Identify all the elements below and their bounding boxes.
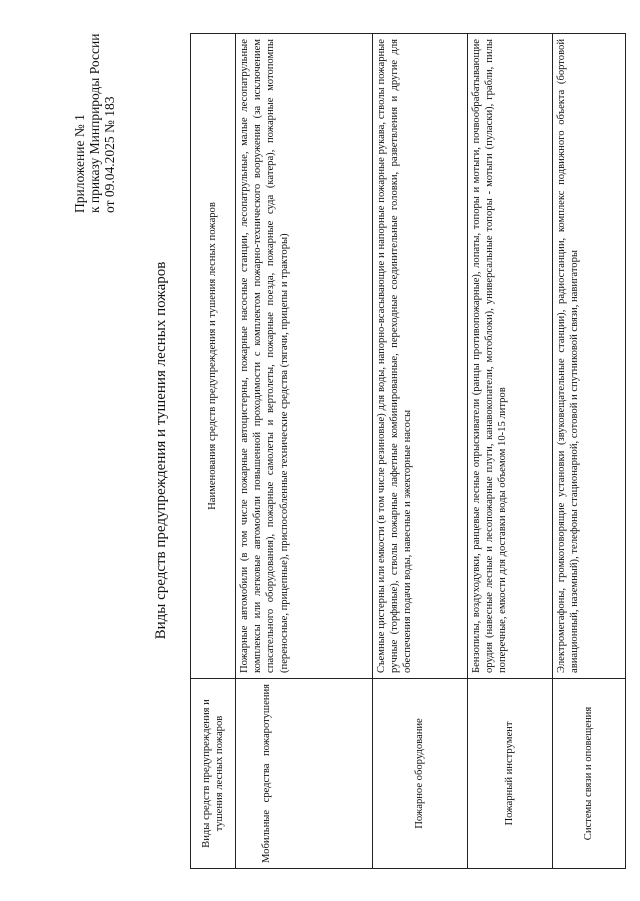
row-type-equipment: Пожарное оборудование [373, 679, 468, 869]
row-type-mobile: Мобильные средства пожаротушения [236, 679, 373, 869]
row-desc-mobile: Пожарные автомобили (в том числе пожарные автоцистерны, пожарные насосные станции, лесопатрульные, малые лесопатрульные комплексы или легковые автомобили повышенной проходимости с комплектом пожарно-технического вооружения (за исключением спасательного оборудования), пожарные самолеты и вертолеты, пожарные поезда, пожарные суда (катера), пожарные мотопомпы (переносные, прицепные), приспособленные технические средства (тягачи, прицепы и тракторы) [236, 34, 373, 679]
table-row [553, 34, 626, 869]
table-row [236, 34, 373, 869]
row-desc-tools: Бензопилы, воздуходувки, ранцевые лесные опрыскиватели (ранцы противопожарные), лопаты, топоры и мотыги, почвообрабатывающие орудия (навесные лесные и лесопожарные плуги, канавокопатели, мотоблоки), универсальные топоры - мотыги (пуласки), грабли, пилы поперечные, емкости для доставки воды объемом 10-15 литров [468, 34, 553, 679]
row-type-communication: Системы связи и оповещения [553, 679, 626, 869]
document-title: Виды средств предупреждения и тушения лесных пожаров [153, 261, 169, 640]
appendix-header [72, 23, 117, 213]
row-type-tools: Пожарный инструмент [468, 679, 553, 869]
column-header-type: Виды средств предупреждения и тушения лесных пожаров [191, 679, 236, 869]
order-reference: к приказу Минприроды России [87, 33, 102, 213]
table-row [468, 34, 553, 869]
table-header-row [191, 34, 236, 869]
appendix-number: Приложение № 1 [72, 114, 87, 213]
table-row [373, 34, 468, 869]
row-desc-communication: Электромегафоны, громкоговорящие установки (звуковещательные станции), радиостанции, комплекс подвижного объекта (бортовой авиационный, наземный), телефоны стационарной, сотовой и спутниковой связи, навигаторы [553, 34, 626, 679]
row-desc-equipment: Съемные цистерны или емкости (в том числе резиновые) для воды, напорно-всасывающие и напорные пожарные рукава, стволы пожарные ручные (торфяные), стволы пожарные лафетные комбинированные, переходные соединительные головки, разветвления и другие для обеспечения подачи воды, навесные и эжекторные насосы [373, 34, 468, 679]
fire-means-table [190, 33, 626, 869]
column-header-names: Наименования средств предупреждения и тушения лесных пожаров [191, 34, 236, 679]
order-date-number: от 09.04.2025 № 183 [102, 96, 117, 213]
